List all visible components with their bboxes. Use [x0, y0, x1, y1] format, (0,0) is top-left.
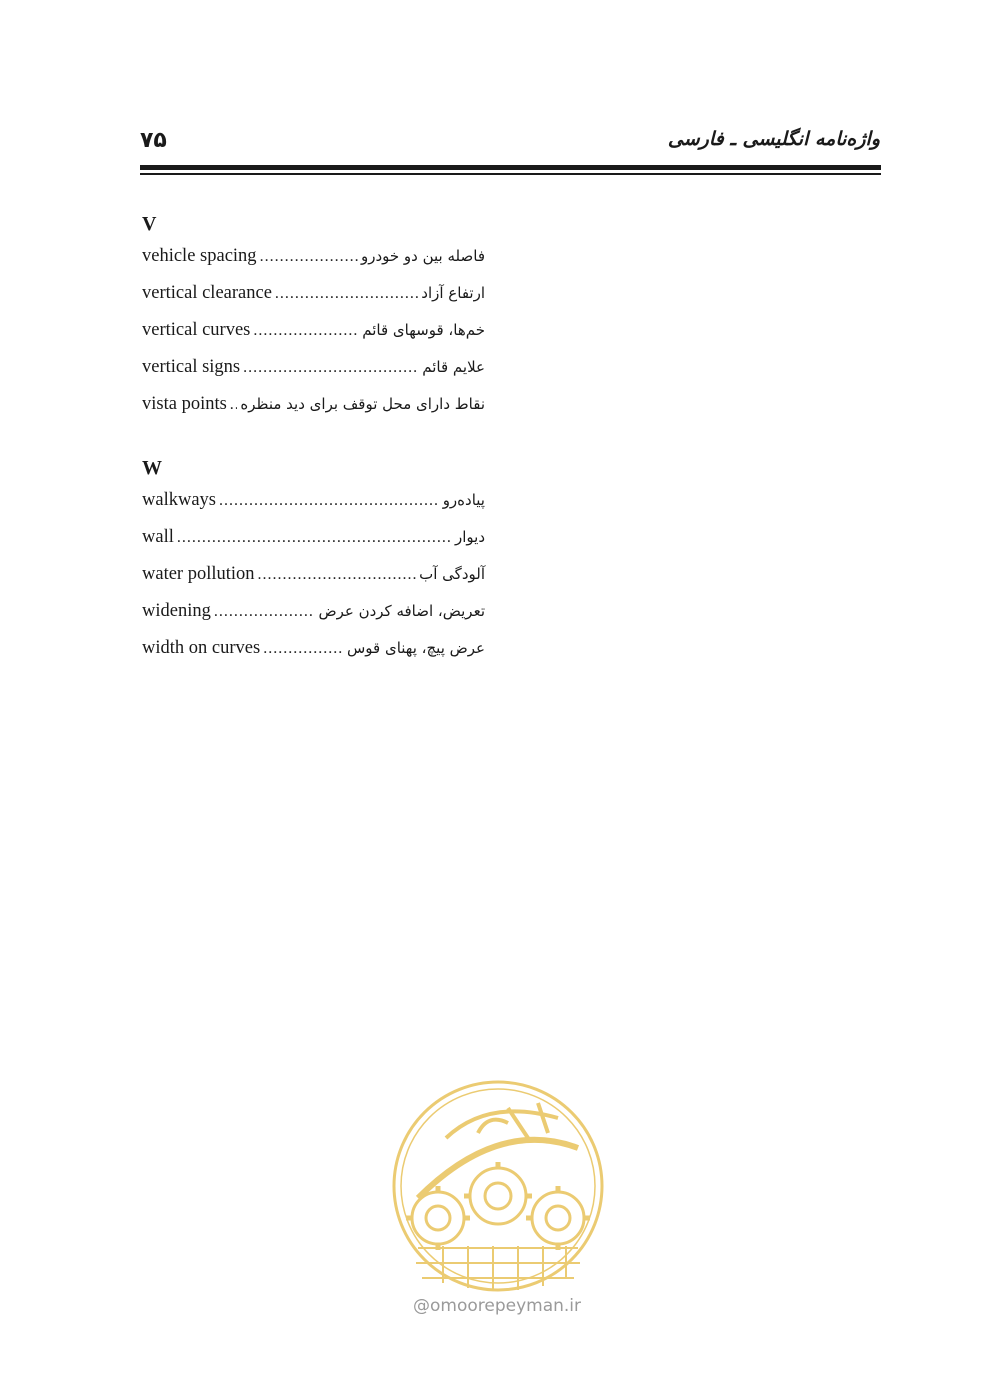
- entry-english: vertical signs: [142, 357, 241, 377]
- entry-persian: دیوار: [454, 528, 485, 546]
- entry-persian: نقاط دارای محل توقف برای دید منظره: [240, 395, 485, 413]
- section-w: [142, 456, 485, 675]
- entry-persian: علایم قائم: [422, 358, 485, 376]
- entry-persian: ارتفاع آزاد: [421, 284, 485, 302]
- entry-persian: پیاده‌رو: [442, 491, 485, 509]
- watermark-logo: [388, 1078, 608, 1298]
- entry-english: water pollution: [142, 564, 255, 584]
- glossary-entry: [142, 490, 485, 527]
- entry-english: wall: [142, 527, 174, 547]
- entry-persian: فاصله بین دو خودرو: [360, 247, 485, 265]
- section-letter: V: [142, 213, 157, 235]
- watermark-site: @omoorepeyman.ir: [412, 1296, 582, 1316]
- dot-leader: [230, 396, 238, 414]
- entry-english: vista points: [142, 394, 227, 414]
- glossary-entry: [142, 246, 485, 283]
- entry-english: widening: [142, 601, 211, 621]
- glossary-entry: [142, 601, 485, 638]
- dot-leader: [260, 248, 358, 266]
- entry-english: vertical clearance: [142, 283, 272, 303]
- dot-leader: [258, 566, 417, 584]
- dot-leader: [275, 285, 418, 303]
- dot-leader: [219, 492, 440, 510]
- dot-leader: [214, 603, 316, 621]
- entry-english: vehicle spacing: [142, 246, 257, 266]
- dot-leader: [177, 529, 452, 547]
- section-letter: W: [142, 457, 162, 479]
- glossary-entry: [142, 638, 485, 675]
- glossary-entry: [142, 394, 485, 431]
- entry-persian: آلودگی آب: [419, 565, 485, 583]
- entry-english: walkways: [142, 490, 216, 510]
- running-title: واژه‌نامه انگلیسی ـ فارسی: [667, 128, 880, 150]
- entry-persian: تعریض، اضافه کردن عرض: [318, 602, 485, 620]
- page-number: ۷۵: [140, 128, 167, 153]
- entry-english: width on curves: [142, 638, 261, 658]
- glossary-entry: [142, 564, 485, 601]
- glossary-entry: [142, 357, 485, 394]
- dot-leader: [243, 359, 419, 377]
- glossary-entry: [142, 283, 485, 320]
- glossary-entry: [142, 527, 485, 564]
- watermark-logo-graphic: [388, 1078, 608, 1298]
- entry-persian: عرض پیچ، پهنای قوس: [346, 639, 485, 657]
- section-v: [142, 212, 485, 431]
- dot-leader: [263, 640, 344, 658]
- header-rule-thick: [140, 165, 881, 170]
- entry-persian: خم‌ها، قوسهای قائم: [362, 321, 485, 339]
- entry-english: vertical curves: [142, 320, 251, 340]
- dot-leader: [253, 322, 359, 340]
- glossary-entry: [142, 320, 485, 357]
- header-rule-thin: [140, 173, 881, 175]
